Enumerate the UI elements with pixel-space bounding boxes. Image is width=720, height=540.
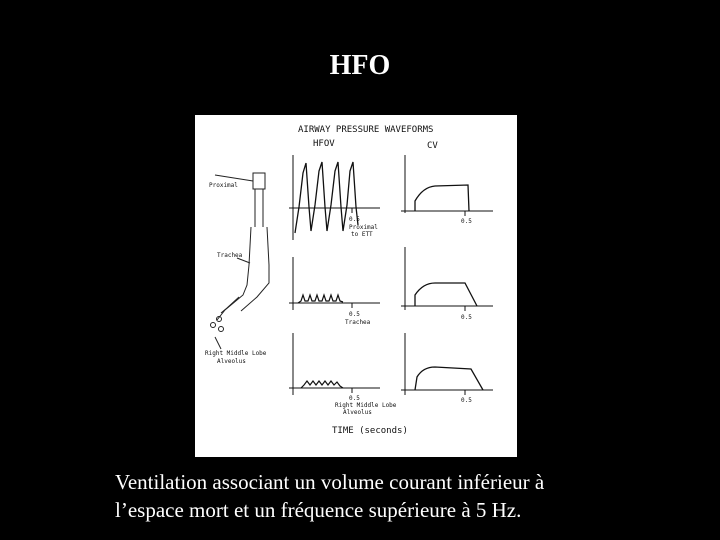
cv-trachea-waveform [415,283,477,306]
hfov-alveolus-site-label: Right Middle Lobe [335,402,397,409]
figure-title: AIRWAY PRESSURE WAVEFORMS [298,125,434,135]
hfov-trachea-panel [289,257,380,326]
airway-anatomy-drawing [211,173,270,349]
anatomy-label-proximal: Proximal [209,182,238,189]
hfov-alveolus-panel [289,333,397,416]
hfov-proximal-tick-label: 0.5 [349,216,360,223]
cv-trachea-panel [401,247,493,321]
cv-proximal-waveform [415,185,469,211]
caption [115,468,675,524]
time-axis-label: TIME (seconds) [332,426,408,436]
anatomy-label-rml: Right Middle Lobe [205,350,267,357]
trachea-outline-right [241,227,269,311]
caption-line-1: Ventilation associant un volume courant inférieur à [115,470,545,494]
anatomy-label-trachea: Trachea [217,252,243,259]
cv-alveolus-waveform [415,367,483,390]
anatomy-label-alveolus: Alveolus [217,358,246,365]
hfov-proximal-panel [289,155,380,240]
caption-line-2: l’espace mort et un fréquence supérieure à 5 Hz. [115,498,522,522]
hfov-trachea-waveform [298,295,343,303]
cv-trachea-tick-label: 0.5 [461,314,472,321]
hfov-alveolus-waveform [301,381,343,388]
alveolus-pointer [215,337,221,349]
hfov-alveolus-tick-label: 0.5 [349,395,360,402]
hfov-trachea-tick-label: 0.5 [349,311,360,318]
cv-alveolus-tick-label: 0.5 [461,397,472,404]
waveform-figure [195,115,517,457]
hfov-proximal-site-label: Proximal [349,224,378,231]
column-header-cv: CV [427,141,438,151]
cv-proximal-tick-label: 0.5 [461,218,472,225]
cv-alveolus-panel [401,333,493,404]
hfov-proximal-site-label-2: to ETT [351,231,373,238]
waveform-diagram [195,115,517,457]
hfov-alveolus-site-label-2: Alveolus [343,409,372,416]
hfov-trachea-site-label: Trachea [345,319,371,326]
cv-proximal-panel [401,155,493,225]
slide-title: HFO [329,50,391,81]
endotracheal-tube-connector [253,173,265,189]
proximal-pointer [215,175,253,181]
column-header-hfov: HFOV [313,139,335,149]
